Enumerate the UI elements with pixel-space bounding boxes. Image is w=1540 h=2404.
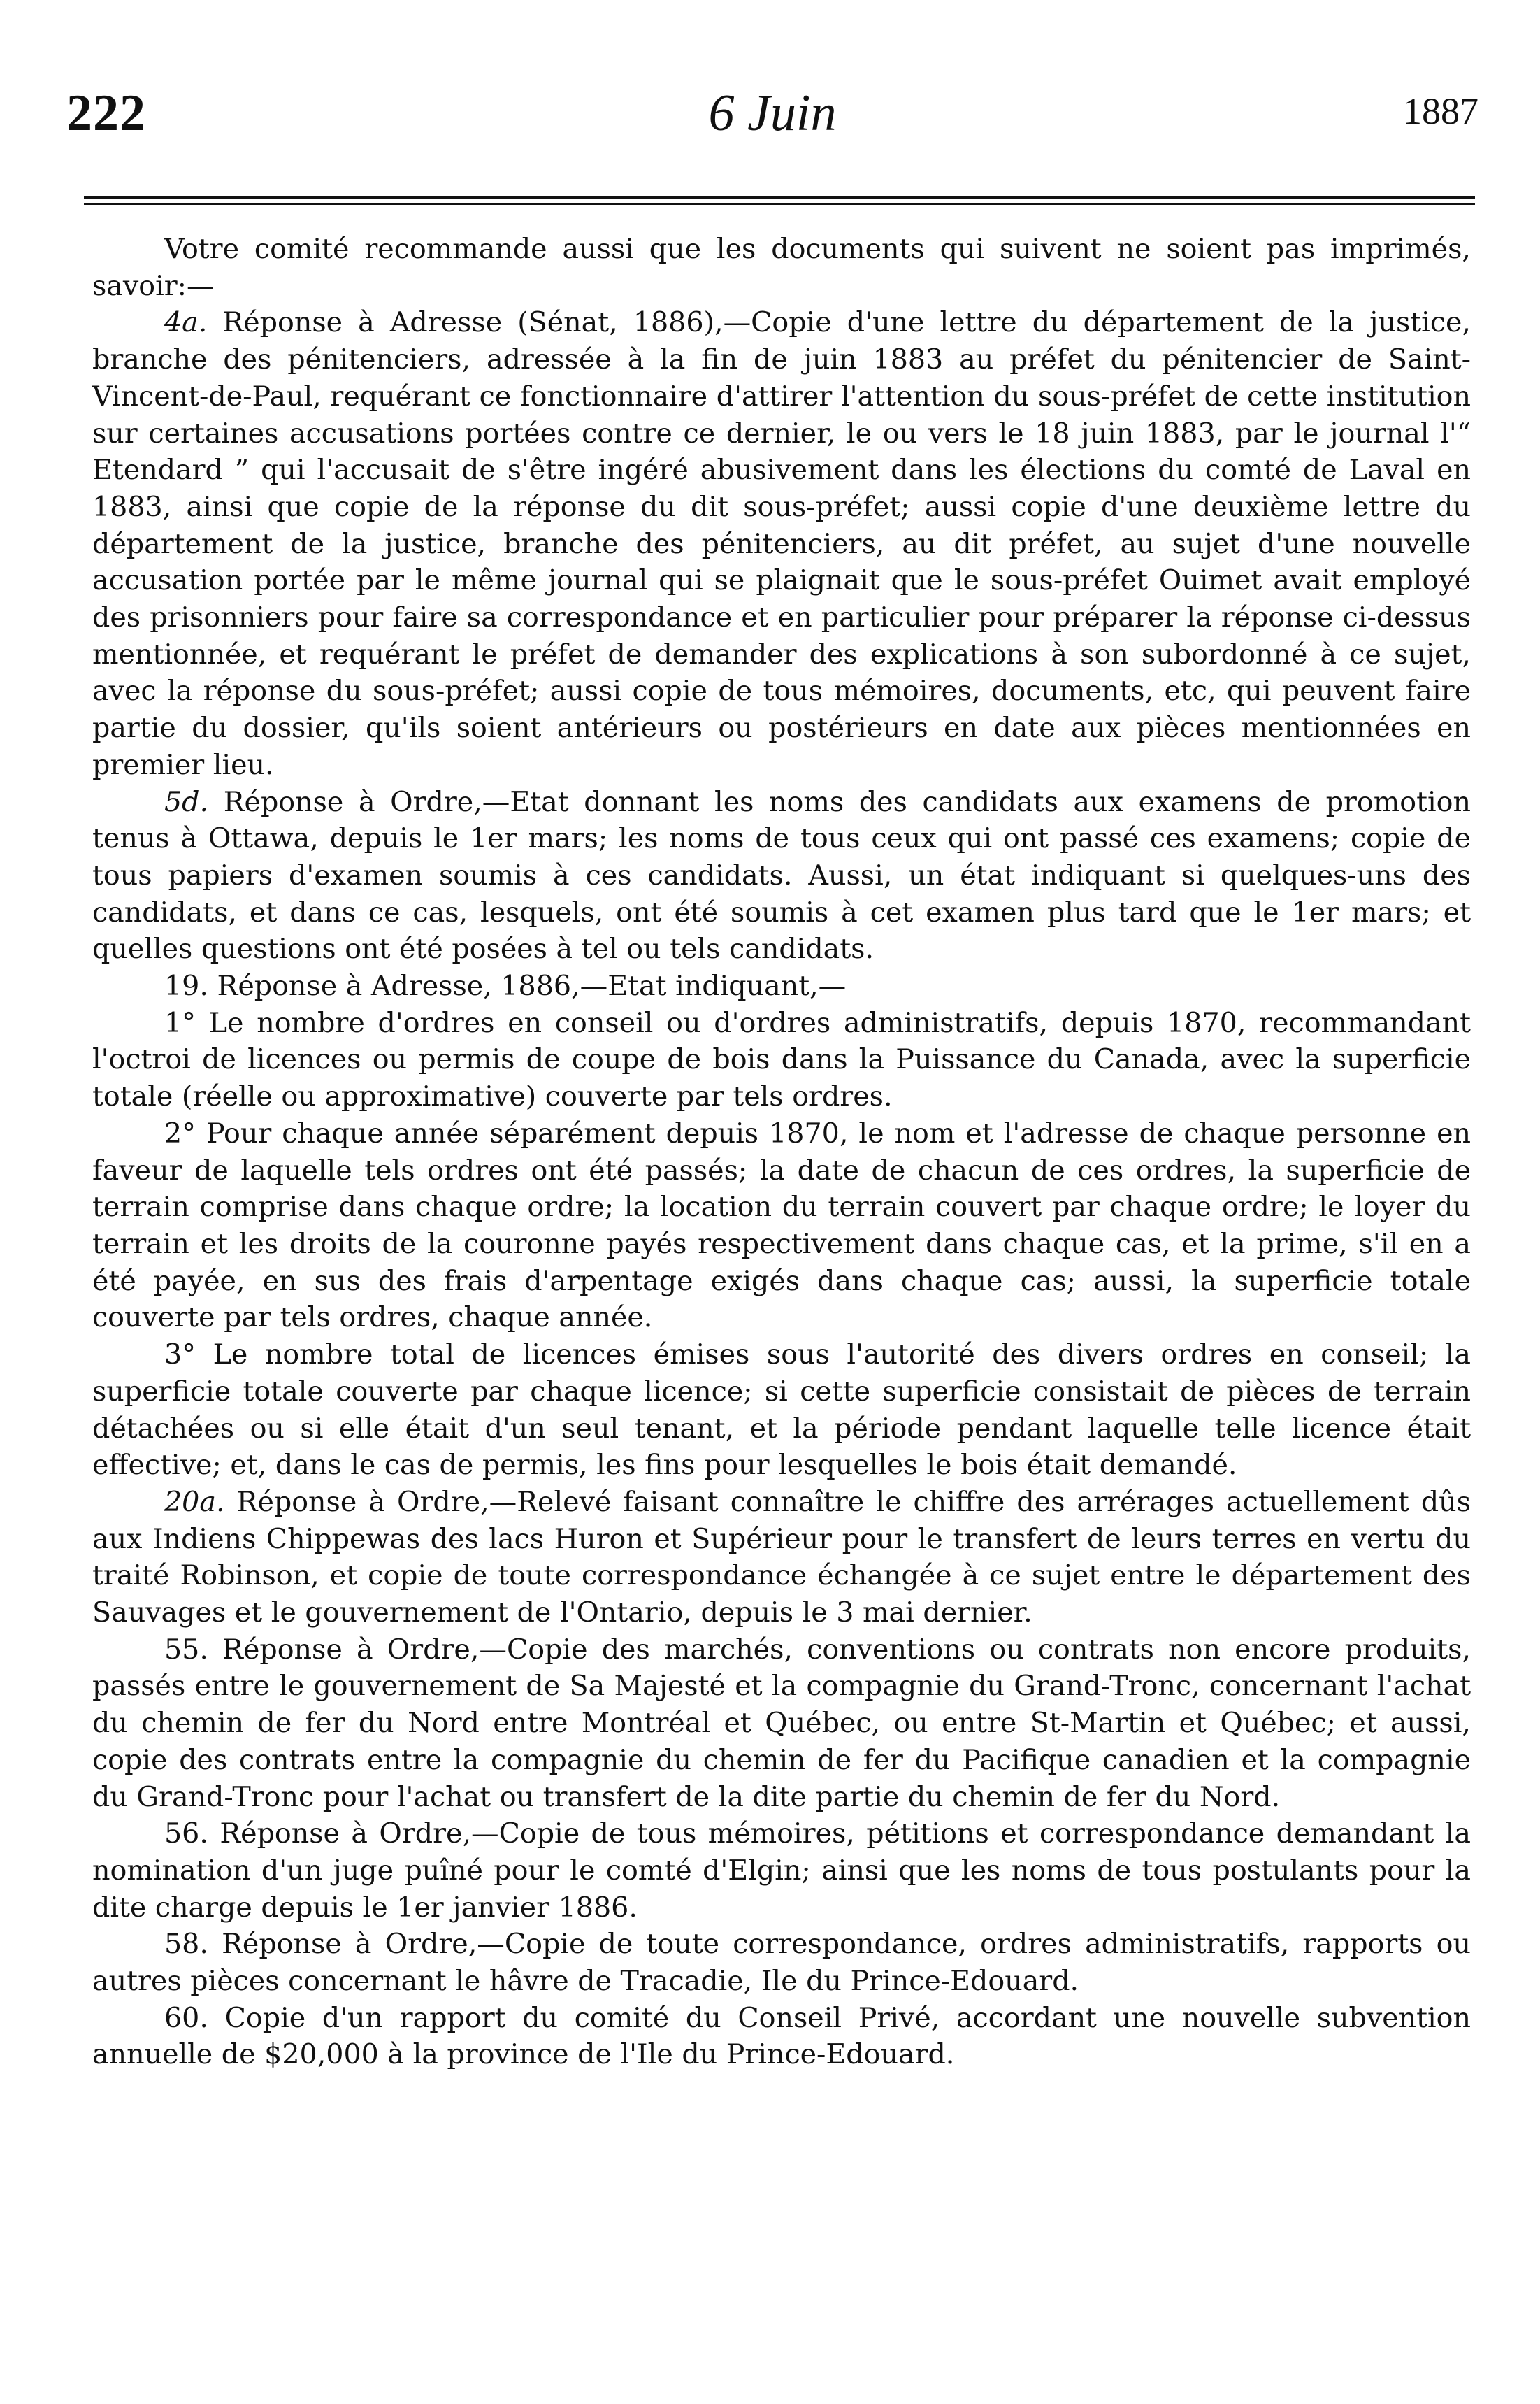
item-text: Réponse à Ordre,—Copie de tous mémoires, pétitions et correspondance demandant la nomination d'un juge puîné pour le comté d'Elgin; ainsi que les noms de tous postulants pour la dite charge depuis le 1er janvier 1886.	[92, 1817, 1471, 1924]
item-58	[92, 1926, 1471, 1999]
item-4a	[92, 304, 1471, 783]
header-year: 1887	[1403, 90, 1478, 132]
item-label: 4a.	[164, 306, 208, 339]
item-56	[92, 1815, 1471, 1926]
item-19-point-1	[92, 1005, 1471, 1115]
item-text: Réponse à Ordre,—Relevé faisant connaître le chiffre des arrérages actuellement dûs aux Indiens Chippewas des lacs Huron et Supérieur pour le transfert de leurs terres en vertu du traité Robinson, et copie de toute correspondance échangée à ce sujet entre le département des Sauvages et le gouvernement de l'Ontario, depuis le 3 mai dernier.	[92, 1485, 1471, 1629]
item-label: 3°	[164, 1338, 196, 1371]
item-label: 19.	[164, 970, 208, 1003]
header-rule-thin	[84, 203, 1475, 205]
item-text: Réponse à Ordre,—Etat donnant les noms des candidats aux examens de promotion tenus à Ottawa, depuis le 1er mars; les noms de tous ceux qui ont passé ces examens; copie de tous papiers d'examen soumis à ces candidats. Aussi, un état indiquant si quelques-uns des candidats, et dans ce cas, lesquels, ont été soumis à cet examen plus tard que le 1er mars; et quelles questions ont été posées à tel ou tels candidats.	[92, 785, 1471, 966]
item-text: Réponse à Ordre,—Copie des marchés, conventions ou contrats non encore produits, passés entre le gouvernement de Sa Majesté et la compagnie du Grand-Tronc, concernant l'achat du chemin de fer du Nord entre Montréal et Québec, ou entre St-Martin et Québec; et aussi, copie des contrats entre la compagnie du chemin de fer du Pacifique canadien et la compagnie du Grand-Tronc pour l'achat ou transfert de la dite partie du chemin de fer du Nord.	[92, 1633, 1471, 1813]
item-label: 56.	[164, 1817, 208, 1850]
item-text: Réponse à Adresse (Sénat, 1886),—Copie d'une lettre du département de la justice, branche des pénitenciers, adressée à la fin de juin 1883 au préfet du pénitencier de Saint-Vincent-de-Paul, requérant ce fonctionnaire d'attirer l'attention du sous-préfet de cette institution sur certaines accusations portées contre ce dernier, le ou vers le 18 juin 1883, par le journal l'“ Etendard ” qui l'accusait de s'être ingéré abusivement dans les élections du comté de Laval en 1883, ainsi que copie de la réponse du dit sous-préfet; aussi copie d'une deuxième lettre du département de la justice, branche des pénitenciers, au dit préfet, au sujet d'une nouvelle accusation portée par le même journal qui se plaignait que le sous-préfet Ouimet avait employé des prisonniers pour faire sa correspondance et en particulier pour préparer la réponse ci-dessus mentionnée, et requérant le préfet de demander des explications à son subordonné à ce sujet, avec la réponse du sous-préfet; aussi copie de tous mémoires, documents, etc, qui peuvent faire partie du dossier, qu'ils soient antérieurs ou postérieurs en date aux pièces mentionnées en premier lieu.	[92, 306, 1471, 781]
item-text: Le nombre total de licences émises sous l'autorité des divers ordres en conseil; la superficie totale couverte par chaque licence; si cette superficie consistait de pièces de terrain détachées ou si elle était d'un seul tenant, et la période pendant laquelle telle licence était effective; et, dans le cas de permis, les fins pour lesquelles le bois était demandé.	[92, 1338, 1471, 1482]
item-label: 1°	[164, 1006, 196, 1039]
running-title: 6 Juin	[708, 85, 837, 142]
item-text: Réponse à Adresse, 1886,—Etat indiquant,—	[217, 970, 847, 1003]
item-55	[92, 1631, 1471, 1816]
item-20a	[92, 1484, 1471, 1631]
item-label: 55.	[164, 1633, 208, 1666]
page-number: 222	[66, 85, 146, 142]
item-19-point-2	[92, 1115, 1471, 1336]
item-label: 20a.	[164, 1485, 225, 1518]
item-19-point-3	[92, 1336, 1471, 1484]
intro-paragraph	[92, 231, 1471, 304]
paragraph-text: Votre comité recommande aussi que les documents qui suivent ne soient pas imprimés, savoir:—	[92, 233, 1471, 302]
page-header	[66, 84, 1478, 147]
item-text: Réponse à Ordre,—Copie de toute correspondance, ordres administratifs, rapports ou autres pièces concernant le hâvre de Tracadie, Ile du Prince-Edouard.	[92, 1928, 1471, 1998]
item-label: 2°	[164, 1117, 196, 1150]
item-text: Copie d'un rapport du comité du Conseil Privé, accordant une nouvelle subvention annuelle de $20,000 à la province de l'Ile du Prince-Edouard.	[92, 2001, 1471, 2071]
body-text	[92, 231, 1471, 2073]
item-60	[92, 2000, 1471, 2073]
item-label: 60.	[164, 2001, 208, 2034]
item-text: Pour chaque année séparément depuis 1870, le nom et l'adresse de chaque personne en faveur de laquelle tels ordres ont été passés; la date de chacun de ces ordres, la superficie de terrain comprise dans chaque ordre; la location du terrain couvert par chaque ordre; le loyer du terrain et les droits de la couronne payés respectivement dans chaque cas, et la prime, s'il en a été payée, en sus des frais d'arpentage exigés dans chaque cas; aussi, la superficie totale couverte par tels ordres, chaque année.	[92, 1117, 1471, 1334]
item-5d	[92, 784, 1471, 968]
item-19	[92, 968, 1471, 1005]
item-label: 58.	[164, 1928, 208, 1961]
item-label: 5d.	[164, 785, 209, 818]
header-rule	[84, 196, 1475, 199]
item-text: Le nombre d'ordres en conseil ou d'ordres administratifs, depuis 1870, recommandant l'octroi de licences ou permis de coupe de bois dans la Puissance du Canada, avec la superficie totale (réelle ou approximative) couverte par tels ordres.	[92, 1006, 1471, 1113]
